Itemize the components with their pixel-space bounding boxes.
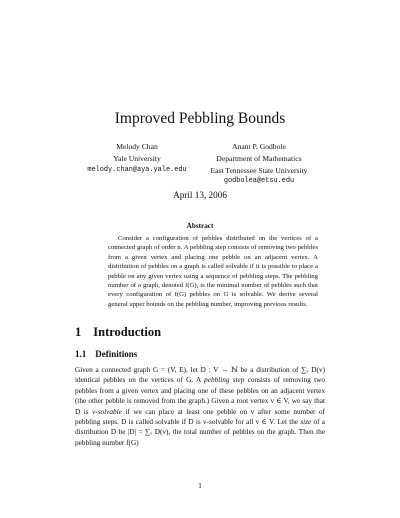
subsection-number: 1.1 bbox=[75, 349, 87, 359]
author-name: Melody Chan bbox=[116, 142, 158, 151]
body-text-run: ∑ᵥ D(v) identical pebbles on the vertices of G. A bbox=[75, 366, 326, 385]
author-email: melody.chan@aya.yale.edu bbox=[87, 165, 187, 174]
abstract-heading: Abstract bbox=[186, 222, 214, 230]
body-text-run: if we can place at least one pebble on v after some number of pebbling steps. D is called solvable if D is v-solvable for all v ∈ V. Let the bbox=[75, 407, 326, 427]
page-number: 1 bbox=[198, 481, 202, 490]
paper-title: Improved Pebbling Bounds bbox=[114, 110, 286, 127]
body-emphasis: pebbling step bbox=[204, 376, 245, 385]
author-affiliation: Yale University bbox=[113, 153, 161, 163]
author-name: Anant P. Godbole bbox=[232, 142, 286, 151]
subsection-title: Definitions bbox=[95, 349, 138, 359]
abstract-text: Consider a configuration of pebbles distributed on the vertices of a connected graph of order n. A pebbling step consists of removing two pebbles from a given vertex and placing one pebble on an adjacent vertex. A distribution of pebbles on a graph is called solvable if it is possible to place a pebble on any given vertex using a sequence of pebbling steps. The pebbling number of a graph, denoted f(G), is the minimal number of pebbles such that every configuration of f(G) pebbles on G is solvable. We derive several general upper bounds on the pebbling number, improving previous results. bbox=[108, 235, 318, 308]
body-text-run: consists of removing two pebbles from a given vertex and placing one of these pebbles on an adjacent vertex (the other pebble is removed from the graph.) Given a root vertex v ∈ V, we say that D is bbox=[75, 376, 325, 416]
body-emphasis: v-solvable bbox=[92, 407, 122, 416]
section-number: 1 bbox=[75, 325, 82, 339]
author-block-1 bbox=[74, 141, 200, 176]
body-text-run: of a distribution D be |D| = ∑ᵥ D(v), the total number of pebbles on the graph. Then the pebbling number f(G) bbox=[75, 418, 325, 447]
section-title: Introduction bbox=[93, 325, 162, 339]
author-block-2 bbox=[196, 141, 322, 188]
section-heading bbox=[75, 325, 161, 340]
subsection-heading bbox=[75, 349, 137, 359]
author-affiliation: Department of Mathematics bbox=[216, 153, 302, 163]
author-affiliation: East Tennessee State University bbox=[210, 165, 308, 175]
body-emphasis: size bbox=[300, 418, 312, 427]
body-paragraph bbox=[75, 365, 325, 448]
body-text-run: Given a connected graph G = (V, E), let D : V → ℕ be a distribution of bbox=[75, 366, 299, 374]
author-email: godbolea@etsu.edu bbox=[223, 177, 295, 186]
paper-date: April 13, 2006 bbox=[173, 190, 227, 200]
